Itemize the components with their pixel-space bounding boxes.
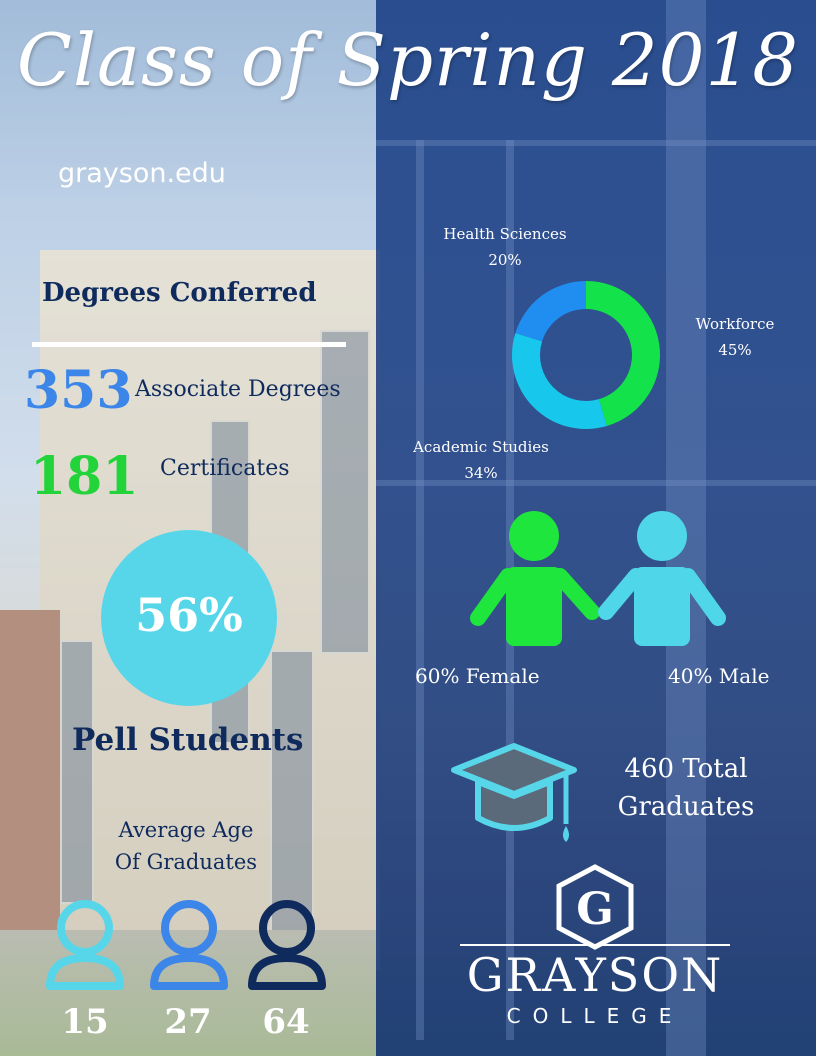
background-pillar: [376, 140, 816, 146]
logo-divider: [460, 944, 730, 946]
associate-label: Associate Degrees: [135, 377, 341, 402]
heading-divider: [32, 342, 346, 347]
total-graduates-line2: Graduates: [617, 792, 755, 822]
associate-count: 353: [24, 360, 133, 421]
donut-segment-health: [515, 281, 586, 341]
workforce-label: [680, 311, 790, 363]
age-value: 15: [61, 1002, 109, 1042]
programs-donut: [503, 272, 669, 438]
male-label: 40% Male: [668, 664, 770, 688]
grayson-logo-icon: [555, 864, 635, 950]
workforce-percent: 45%: [718, 341, 752, 359]
age-title-line2: Of Graduates: [114, 850, 258, 874]
total-graduates: [606, 750, 766, 826]
age-title-line1: Average Age: [118, 818, 254, 842]
background-pillar: [416, 140, 424, 1040]
person-icon: [148, 898, 230, 992]
donut-segment-academic: [512, 333, 607, 429]
health-label: [420, 221, 590, 273]
female-label: 60% Female: [415, 664, 540, 688]
pell-label: Pell Students: [72, 722, 304, 758]
academic-name: Academic Studies: [413, 438, 549, 456]
health-percent: 20%: [488, 251, 522, 269]
person-icon: [44, 898, 126, 992]
health-name: Health Sciences: [443, 225, 567, 243]
graduation-cap-icon: [450, 742, 580, 854]
female-figure-icon: [466, 510, 606, 650]
total-graduates-line1: 460 Total: [624, 754, 748, 784]
age-value: 64: [262, 1002, 310, 1042]
workforce-name: Workforce: [695, 315, 775, 333]
academic-percent: 34%: [464, 464, 498, 482]
logo-subtitle: COLLEGE: [506, 1004, 684, 1028]
male-figure-icon: [594, 510, 734, 650]
page-title: Class of Spring 2018: [16, 18, 800, 102]
certificates-label: Certificates: [160, 456, 290, 481]
logo-name: GRAYSON: [466, 948, 724, 1002]
age-value: 27: [164, 1002, 212, 1042]
pell-value: 56%: [135, 588, 243, 642]
academic-label: [396, 434, 566, 486]
person-icon: [246, 898, 328, 992]
certificates-count: 181: [30, 446, 139, 507]
logo-letter: G: [576, 884, 614, 935]
degrees-heading: Degrees Conferred: [42, 278, 317, 308]
website-link[interactable]: grayson.edu: [58, 158, 226, 189]
